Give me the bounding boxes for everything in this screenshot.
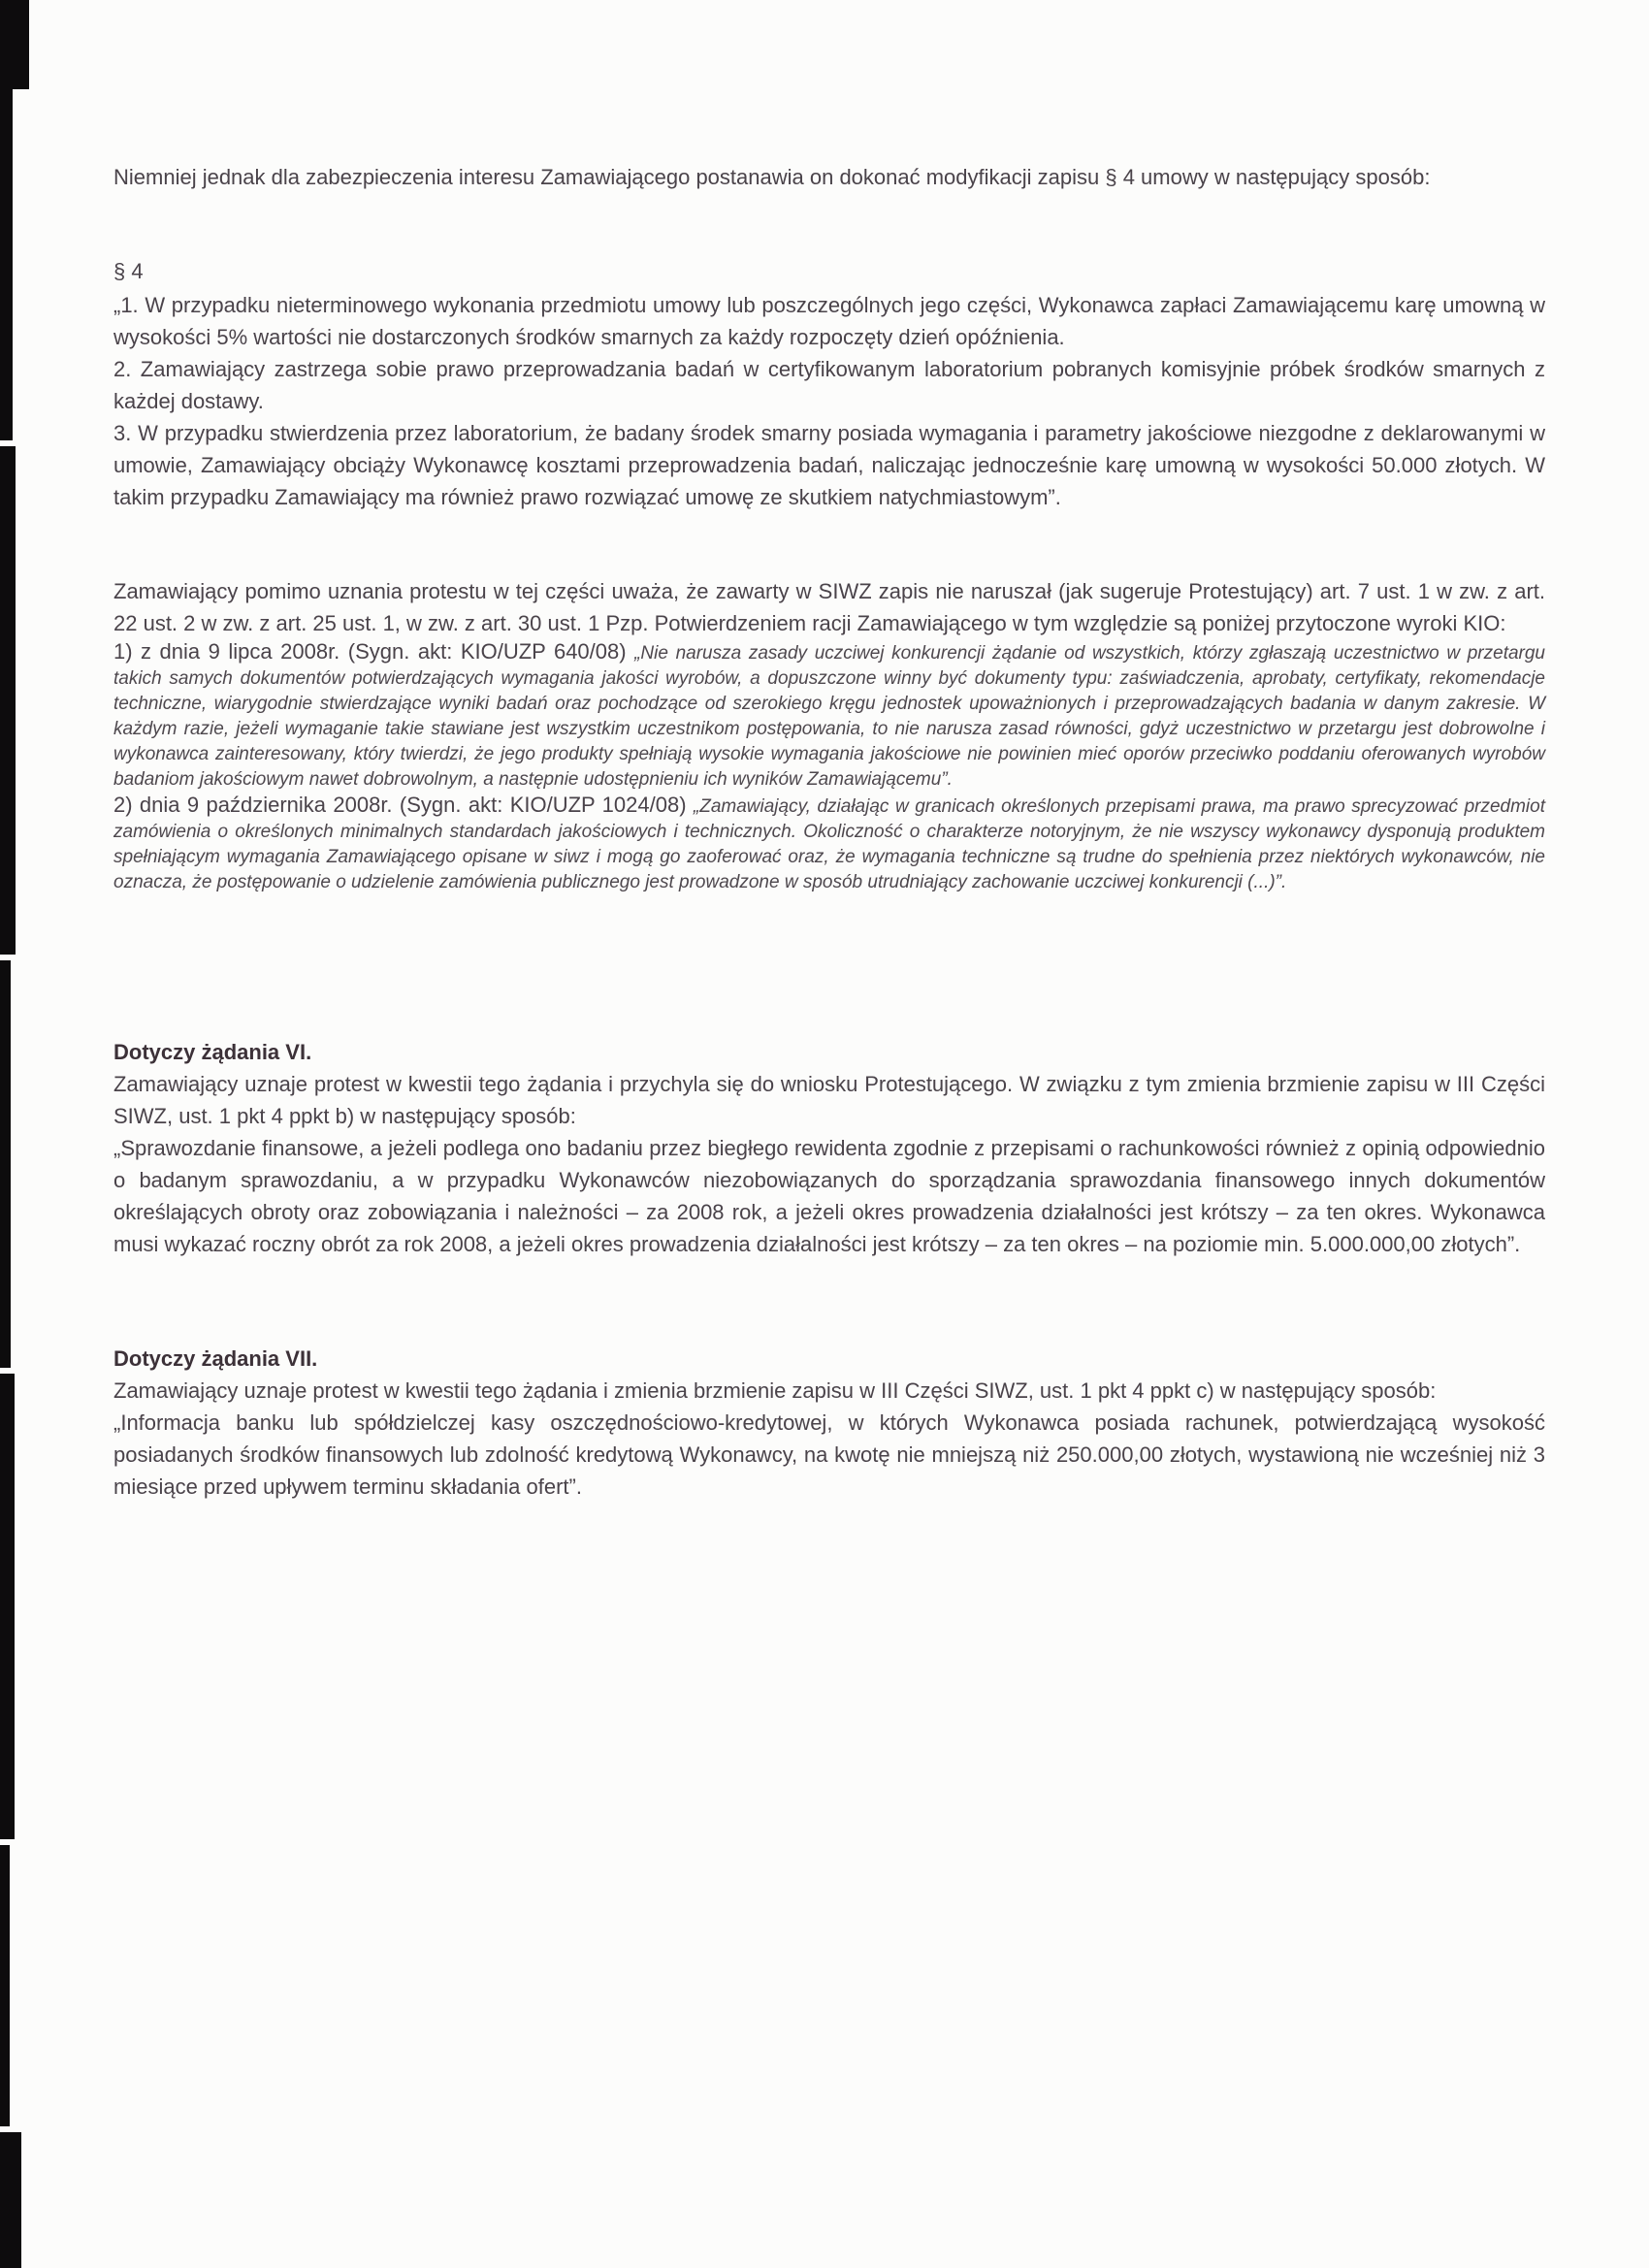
clause-item-2: 2. Zamawiający zastrzega sobie prawo przeprowadzania badań w certyfikowanym laboratorium pobranych komisyjnie próbek środków smarnych z każdej dostawy. bbox=[113, 357, 1545, 413]
kio-ruling-2-reference: 2) dnia 9 października 2008r. (Sygn. akt: KIO/UZP 1024/08) bbox=[113, 793, 694, 817]
kio-ruling-1-quote: „Nie narusza zasady uczciwej konkurencji żądanie od wszystkich, którzy zgłaszają uczestnictwo w przetargu takich samych dokumentów potwierdzających wymagania jakości wyrobów, a dopuszczone winny być dokumenty typu: zaświadczenia, aprobaty, certyfikaty, rekomendacje techniczne, wiarygodnie stwierdzające wyniki badań oraz pochodzące od szerokiego kręgu jednostek upoważnionych i przeprowadzających badania w danym zakresie. W każdym razie, jeżeli wymaganie takie stawiane jest wszystkim uczestnikom postępowania, to nie narusza zasad równości, gdyż uczestnictwo w przetargu jest dobrowolne i wykonawca zainteresowany, który twierdzi, że jego produkty spełniają wysokie wymagania jakościowe nie powinien mieć oporów przeciwko poddaniu oferowanych wyrobów badaniom jakościowym nawet dobrowolnym, a następnie udostępnieniu ich wyników Zamawiającemu”. bbox=[113, 643, 1545, 790]
contract-clause-quote bbox=[113, 289, 1545, 513]
document-body bbox=[113, 161, 1545, 1503]
protest-position-paragraph: Zamawiający pomimo uznania protestu w tej części uważa, że zawarty w SIWZ zapis nie naruszał (jak sugeruje Protestujący) art. 7 ust. 1 w zw. z art. 22 ust. 2 w zw. z art. 25 ust. 1, w zw. z art. 30 ust. 1 Pzp. Potwierdzeniem racji Zamawiającego w tym względzie są poniżej przytoczone wyroki KIO: bbox=[113, 579, 1545, 635]
kio-ruling-2 bbox=[113, 793, 1545, 895]
demand-vi-quote: „Sprawozdanie finansowe, a jeżeli podlega ono badaniu przez biegłego rewidenta zgodnie z przepisami o rachunkowości również z opinią odpowiednio o badanym sprawozdaniu, a w przypadku Wykonawców niezobowiązanych do sporządzania sprawozdania finansowego innych dokumentów określających obroty oraz zobowiązania i należności – za 2008 rok, a jeżeli okres prowadzenia działalności jest krótszy – za ten okres. Wykonawca musi wykazać roczny obrót za rok 2008, a jeżeli okres prowadzenia działalności jest krótszy – za ten okres – na poziomie min. 5.000.000,00 złotych”. bbox=[113, 1136, 1545, 1256]
kio-ruling-1 bbox=[113, 639, 1545, 793]
demand-vii-quote: „Informacja banku lub spółdzielczej kasy oszczędnościowo-kredytowej, w których Wykonawca posiada rachunek, potwierdzającą wysokość posiadanych środków finansowych lub zdolność kredytową Wykonawcy, na kwotę nie mniejszą niż 250.000,00 złotych, wystawioną nie wcześniej niż 3 miesiące przed upływem terminu składania ofert”. bbox=[113, 1410, 1545, 1499]
section-4-label: § 4 bbox=[113, 259, 144, 283]
clause-item-1: „1. W przypadku nieterminowego wykonania przedmiotu umowy lub poszczególnych jego części, Wykonawca zapłaci Zamawiającemu karę umowną w wysokości 5% wartości nie dostarczonych środków smarnych za każdy rozpoczęty dzień opóźnienia. bbox=[113, 293, 1545, 349]
intro-paragraph: Niemniej jednak dla zabezpieczenia interesu Zamawiającego postanawia on dokonać modyfikacji zapisu § 4 umowy w następujący sposób: bbox=[113, 165, 1431, 189]
heading-demand-vii: Dotyczy żądania VII. bbox=[113, 1346, 318, 1371]
kio-ruling-1-reference: 1) z dnia 9 lipca 2008r. (Sygn. akt: KIO/UZP 640/08) bbox=[113, 639, 635, 664]
scan-edge-artifact bbox=[0, 0, 31, 2268]
heading-demand-vi: Dotyczy żądania VI. bbox=[113, 1040, 312, 1064]
clause-item-3: 3. W przypadku stwierdzenia przez laboratorium, że badany środek smarny posiada wymagania i parametry jakościowe niezgodne z deklarowanymi w umowie, Zamawiający obciąży Wykonawcę kosztami przeprowadzenia badań, naliczając jednocześnie karę umowną w wysokości 50.000 złotych. W takim przypadku Zamawiający ma również prawo rozwiązać umowę ze skutkiem natychmiastowym”. bbox=[113, 421, 1545, 509]
demand-vii-paragraph: Zamawiający uznaje protest w kwestii tego żądania i zmienia brzmienie zapisu w III Części SIWZ, ust. 1 pkt 4 ppkt c) w następujący sposób: bbox=[113, 1378, 1437, 1403]
demand-vi-paragraph: Zamawiający uznaje protest w kwestii tego żądania i przychyla się do wniosku Protestującego. W związku z tym zmienia brzmienie zapisu w III Części SIWZ, ust. 1 pkt 4 ppkt b) w następujący sposób: bbox=[113, 1072, 1545, 1128]
kio-ruling-2-quote: „Zamawiający, działając w granicach określonych przepisami prawa, ma prawo sprecyzować przedmiot zamówienia o określonych minimalnych standardach jakościowych i technicznych. Okoliczność o charakterze notoryjnym, że nie wszyscy wykonawcy dysponują produktem spełniającym wymagania Zamawiającego opisane w siwz i mogą go zaoferować oraz, że wymagania techniczne są trudne do spełnienia przez niektórych wykonawców, nie oznacza, że postępowanie o udzielenie zamówienia publicznego jest prowadzone w sposób utrudniający zachowanie uczciwej konkurencji (...)”. bbox=[113, 796, 1545, 892]
